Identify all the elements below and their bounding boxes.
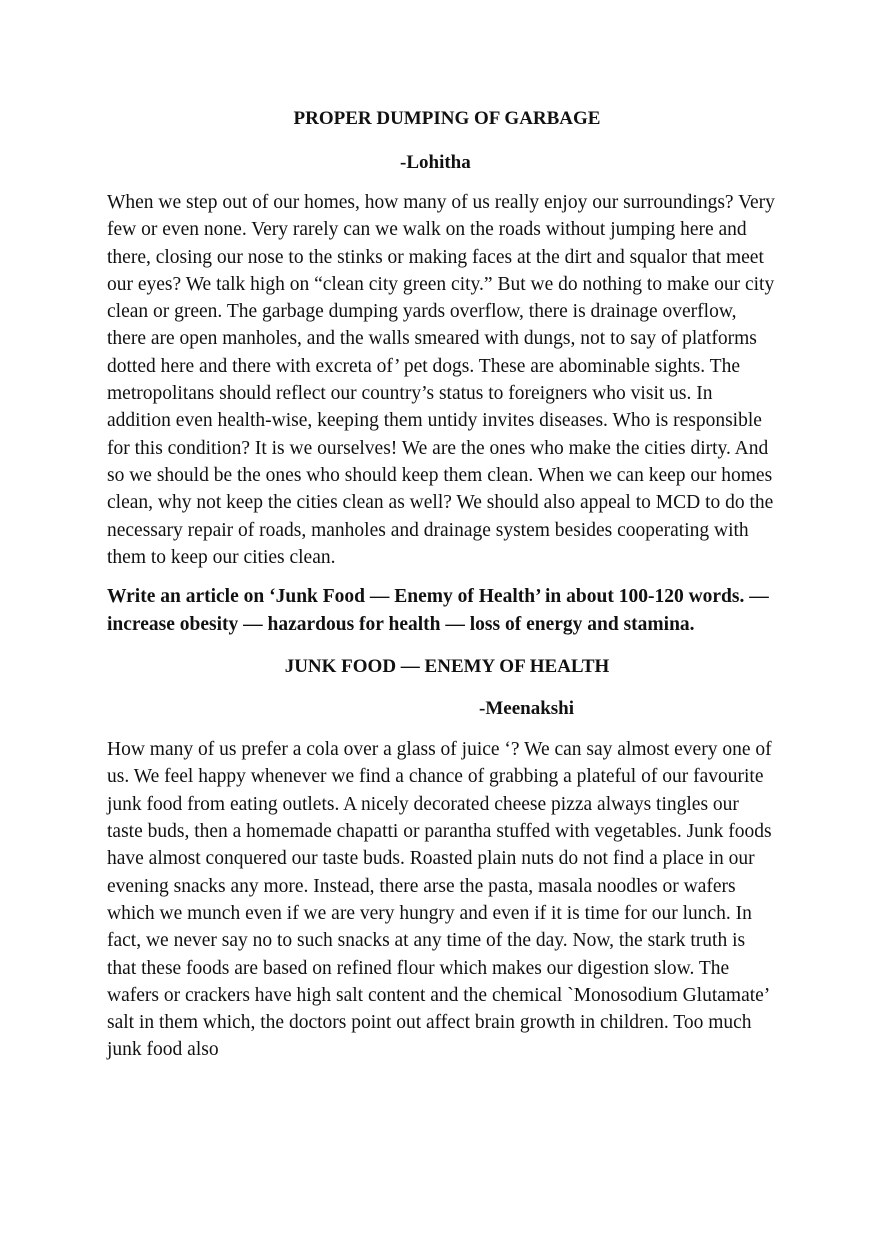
article-2-body: How many of us prefer a cola over a glass of juice ‘? We can say almost every one of us. We feel happy whenever we find a chance of grabbing a plateful of our favourite junk food from eating outlets. A nicely decorated cheese pizza always tingles our taste buds, then a homemade chapatti or parantha stuffed with vegetables. Junk foods have almost conquered our taste buds. Roasted plain nuts do not find a place in our evening snacks any more. Instead, there arse the pasta, masala noodles or wafers which we munch even if we are very hungry and even if it is time for our lunch. In fact, we never say no to such snacks at any time of the day. Now, the stark truth is that these foods are based on refined flour which makes our digestion slow. The wafers or crackers have high salt content and the chemical `Monosodium Glutamate’ salt in them which, the doctors point out affect brain growth in children. Too much junk food also bbox=[107, 739, 772, 1061]
article-2-author: -Meenakshi bbox=[479, 698, 574, 720]
article-1-body: When we step out of our homes, how many of us really enjoy our surroundings? Very few or even none. Very rarely can we walk on the roads without jumping here and there, closing our nose to the stinks or making faces at the dirt and squalor that meet our eyes? We talk high on “clean city green city.” But we do nothing to make our city clean or green. The garbage dumping yards overflow, there is drainage overflow, there are open manholes, and the walls smeared with dungs, not to say of platforms dotted here and there with excreta of’ pet dogs. These are abominable sights. The metropolitans should reflect our country’s status to foreigners who visit us. In addition even health-wise, keeping them untidy invites diseases. Who is responsible for this condition? It is we ourselves! We are the ones who make the cities dirty. And so we should be the ones who should keep them clean. When we can keep our homes clean, why not keep the cities clean as well? We should also appeal to MCD to do the necessary repair of roads, manholes and drainage system besides cooperating with them to keep our cities clean. bbox=[107, 192, 775, 568]
article-1-title: PROPER DUMPING OF GARBAGE bbox=[293, 108, 601, 129]
article-2-title: JUNK FOOD — ENEMY OF HEALTH bbox=[284, 656, 610, 678]
writing-prompt: Write an article on ‘Junk Food — Enemy of Health’ in about 100-120 words. — increase obesity — hazardous for health — loss of energy and stamina. bbox=[107, 586, 769, 636]
article-1-author: -Lohitha bbox=[400, 152, 471, 173]
document-page bbox=[107, 105, 777, 1064]
